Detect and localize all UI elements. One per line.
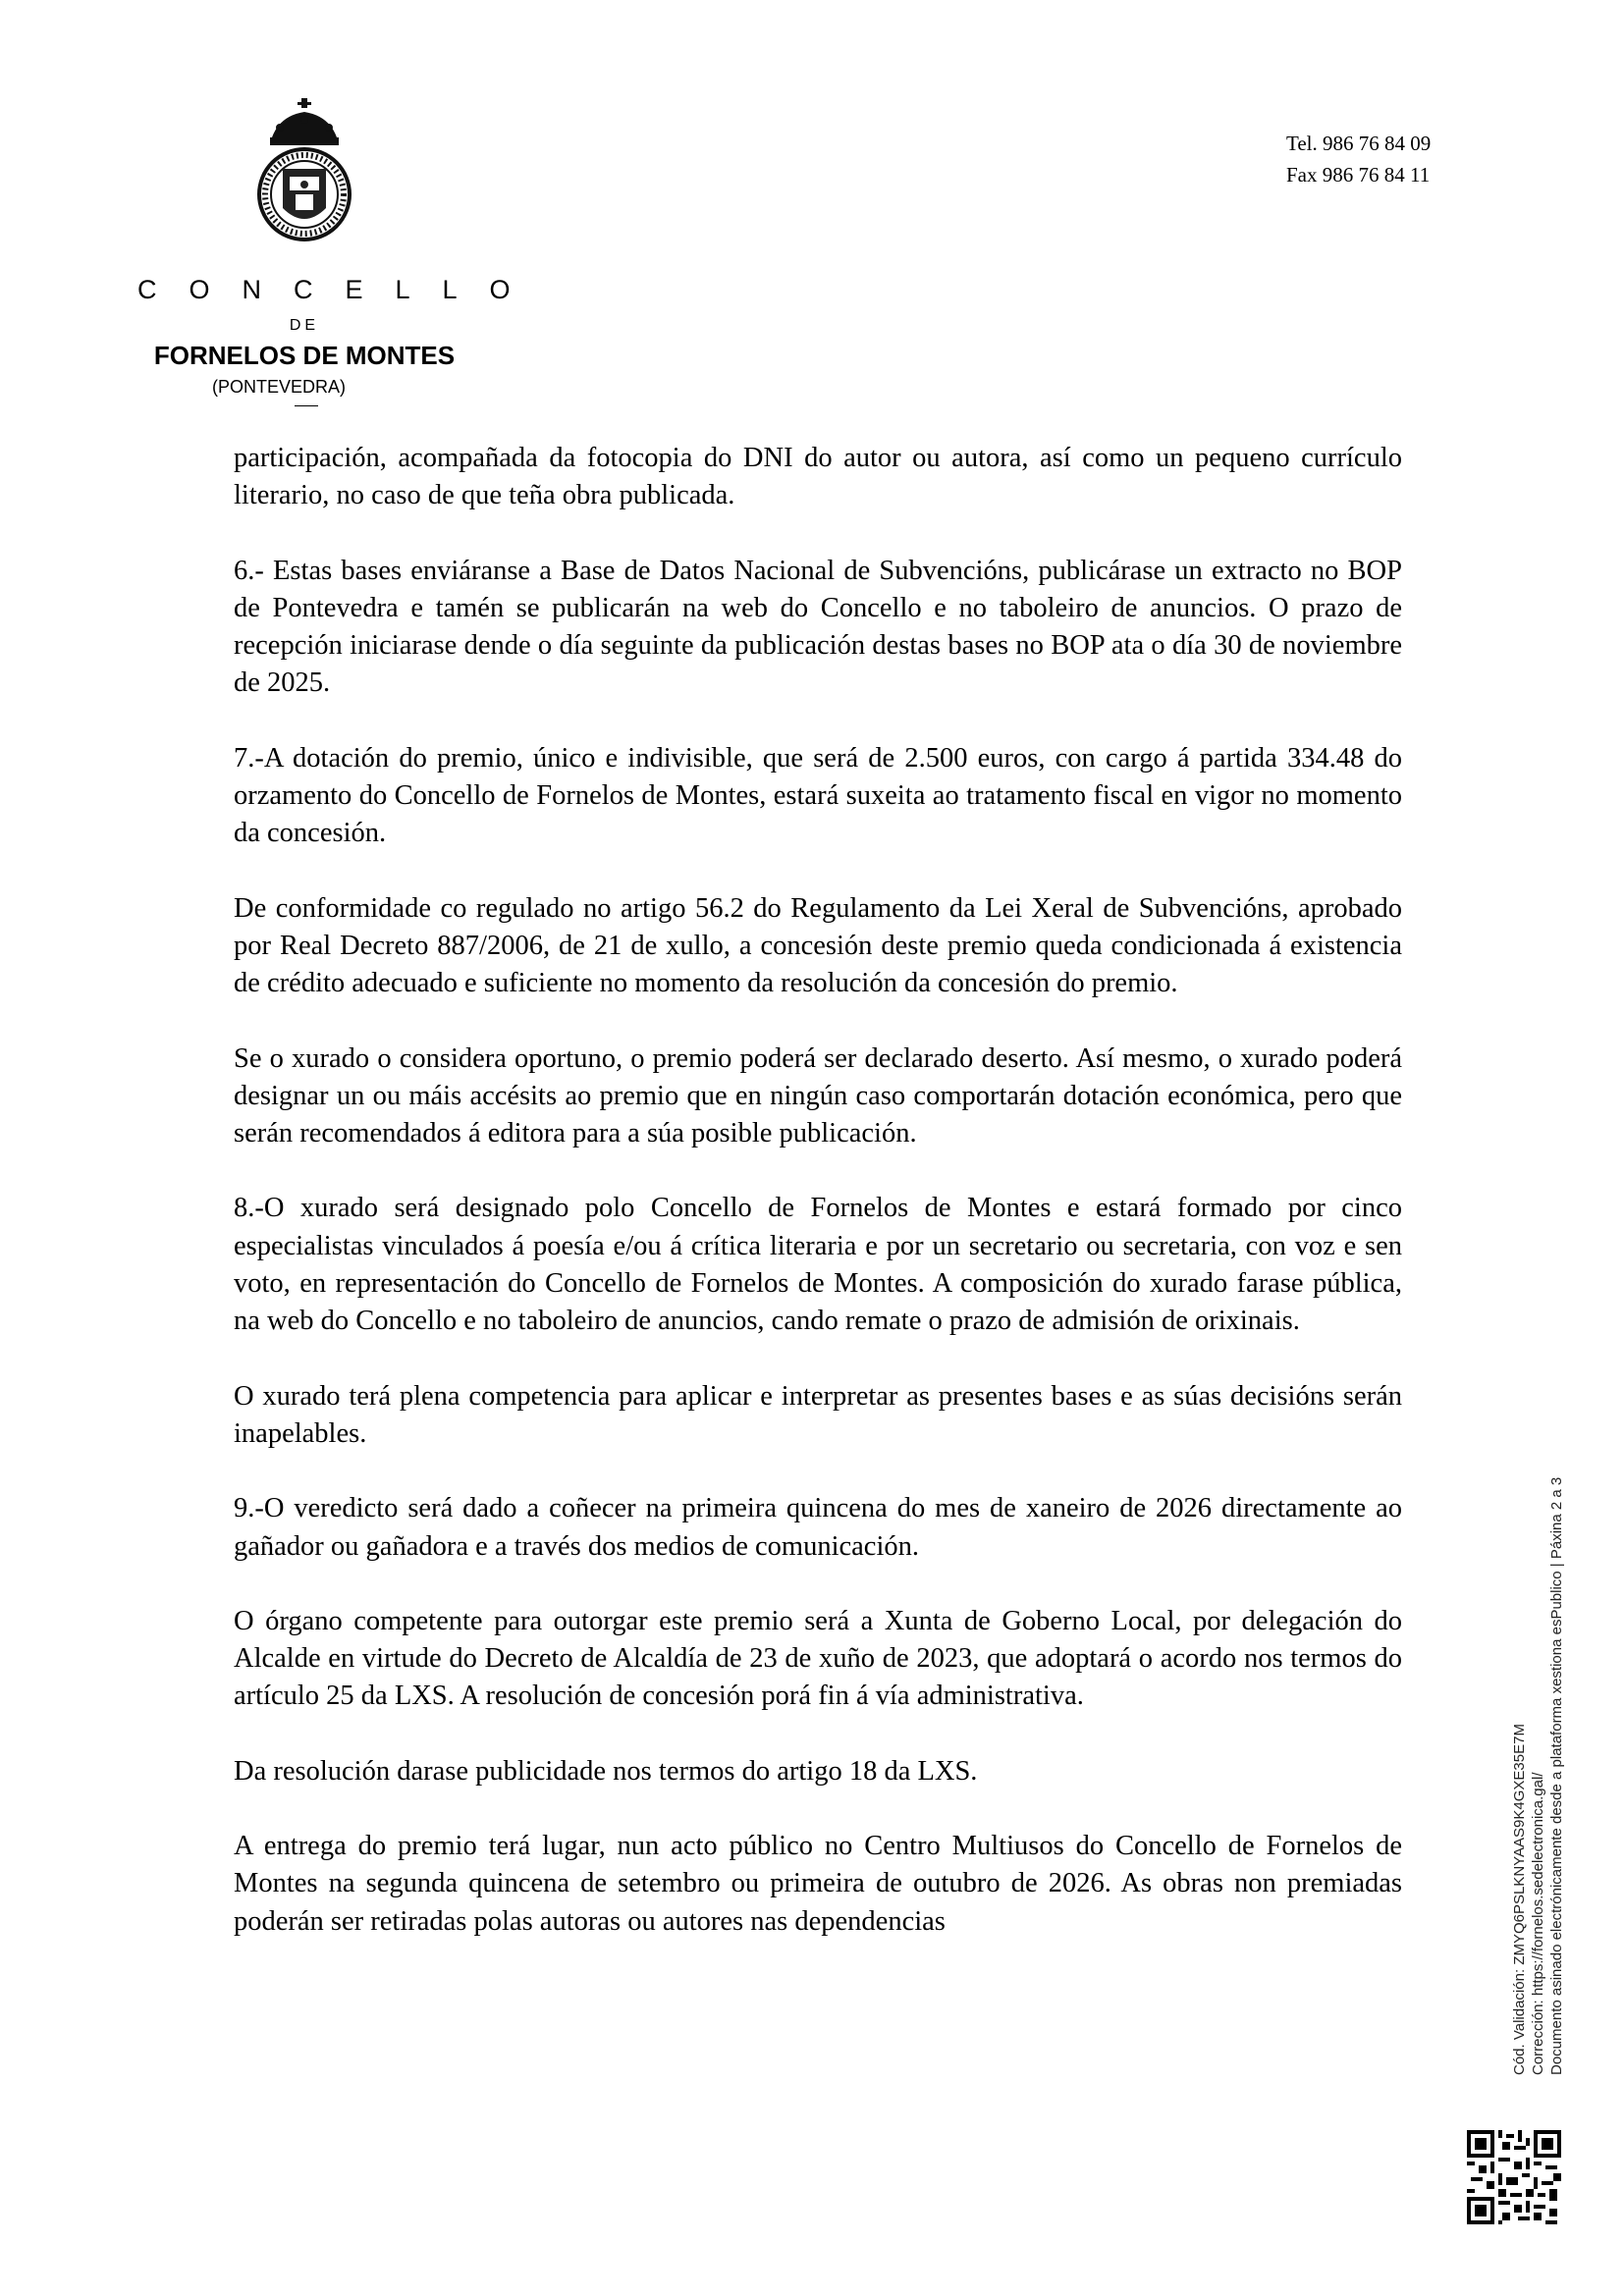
paragraph: participación, acompañada da fotocopia do DNI do autor ou autora, así como un pequeno currículo literario, no caso de que teña obra publicada. — [234, 443, 1402, 511]
fax-number: Fax 986 76 84 11 — [1286, 163, 1431, 187]
paragraph: Da resolución darase publicidade nos termos do artigo 18 da LXS. — [234, 1755, 978, 1787]
contact-info — [1286, 128, 1431, 190]
paragraph: O órgano competente para outorgar este premio será a Xunta de Goberno Local, por delegación do Alcalde en virtude do Decreto de Alcaldía de 23 de xuño de 2023, que adoptará o acordo nos termos do artículo 25 da LXS. A resolución de concesión porá fin á vía administrativa. — [234, 1605, 1402, 1712]
signature-note: Documento asinado electrónicamente desde a plataforma xestiona esPublico | Páxina 2 a 3 — [1548, 1476, 1565, 2075]
paragraph: 6.- Estas bases enviáranse a Base de Datos Nacional de Subvencións, publicárase un extracto no BOP de Pontevedra e tamén se publicarán na web do Concello e no taboleiro de anuncios. O prazo de recepción iniciarase dende o día seguinte da publicación destas bases no BOP ata o día 30 de noviembre de 2025. — [234, 555, 1402, 699]
paragraph: 9.-O veredicto será dado a coñecer na primeira quincena do mes de xaneiro de 2026 directamente ao gañador ou gañadora e a través dos medios de comunicación. — [234, 1493, 1402, 1562]
municipal-crest-icon — [250, 98, 358, 245]
de-label: DE — [289, 317, 320, 334]
paragraph: 7.-A dotación do premio, único e indivisible, que será de 2.500 euros, con cargo á partida 334.48 do orzamento do Concello de Fornelos de Montes, estará suxeita ao tratamento fiscal en vigor no momento da concesión. — [234, 742, 1402, 849]
validation-stamp — [1510, 1477, 1566, 2075]
paragraph: 8.-O xurado será designado polo Concello de Fornelos de Montes e estará formado por cinco especialistas vinculados á poesía e/ou á crítica literaria e por un secretario ou secretaria, con voz e sen voto, en representación do Concello de Fornelos de Montes. A composición do xurado farase pública, na web do Concello e no taboleiro de anuncios, cando remate o prazo de admisión de orixinais. — [234, 1193, 1402, 1337]
verification-url: Corrección: https://fornelos.sedelectronica.gal/ — [1530, 1772, 1546, 2075]
document-body — [234, 440, 1402, 1978]
municipal-logo — [128, 98, 543, 406]
phone-number: Tel. 986 76 84 09 — [1286, 132, 1432, 155]
paragraph: De conformidade co regulado no artigo 56.2 do Regulamento da Lei Xeral de Subvencións, aprobado por Real Decreto 887/2006, de 21 de xullo, a concesión deste premio queda condicionada á existencia de crédito adecuado e suficiente no momento da resolución da concesión do premio. — [234, 892, 1402, 999]
paragraph: O xurado terá plena competencia para aplicar e interpretar as presentes bases e as súas decisións serán inapelables. — [234, 1380, 1402, 1449]
province-label: (PONTEVEDRA) — [212, 377, 347, 397]
municipality-name: FORNELOS DE MONTES — [153, 341, 456, 370]
validation-code: Cód. Validación: ZMYQ6PSLKNYAAS9K4GXE35E7M — [1511, 1724, 1528, 2075]
paragraph: Se o xurado o considera oportuno, o premio poderá ser declarado deserto. Así mesmo, o xurado poderá designar un ou máis accésits ao premio que en ningún caso comportarán dotación económica, pero que serán recomendados á editora para a súa posible publicación. — [234, 1042, 1402, 1149]
paragraph: A entrega do premio terá lugar, nun acto público no Centro Multiusos do Concello de Fornelos de Montes na segunda quincena de setembro ou primeira de outubro de 2026. As obras non premiadas poderán ser retiradas polas autoras ou autores nas dependencias — [234, 1831, 1402, 1937]
concello-heading: CONCELLO — [137, 275, 543, 304]
qr-code-icon — [1467, 2130, 1561, 2224]
header-divider — [295, 405, 318, 406]
